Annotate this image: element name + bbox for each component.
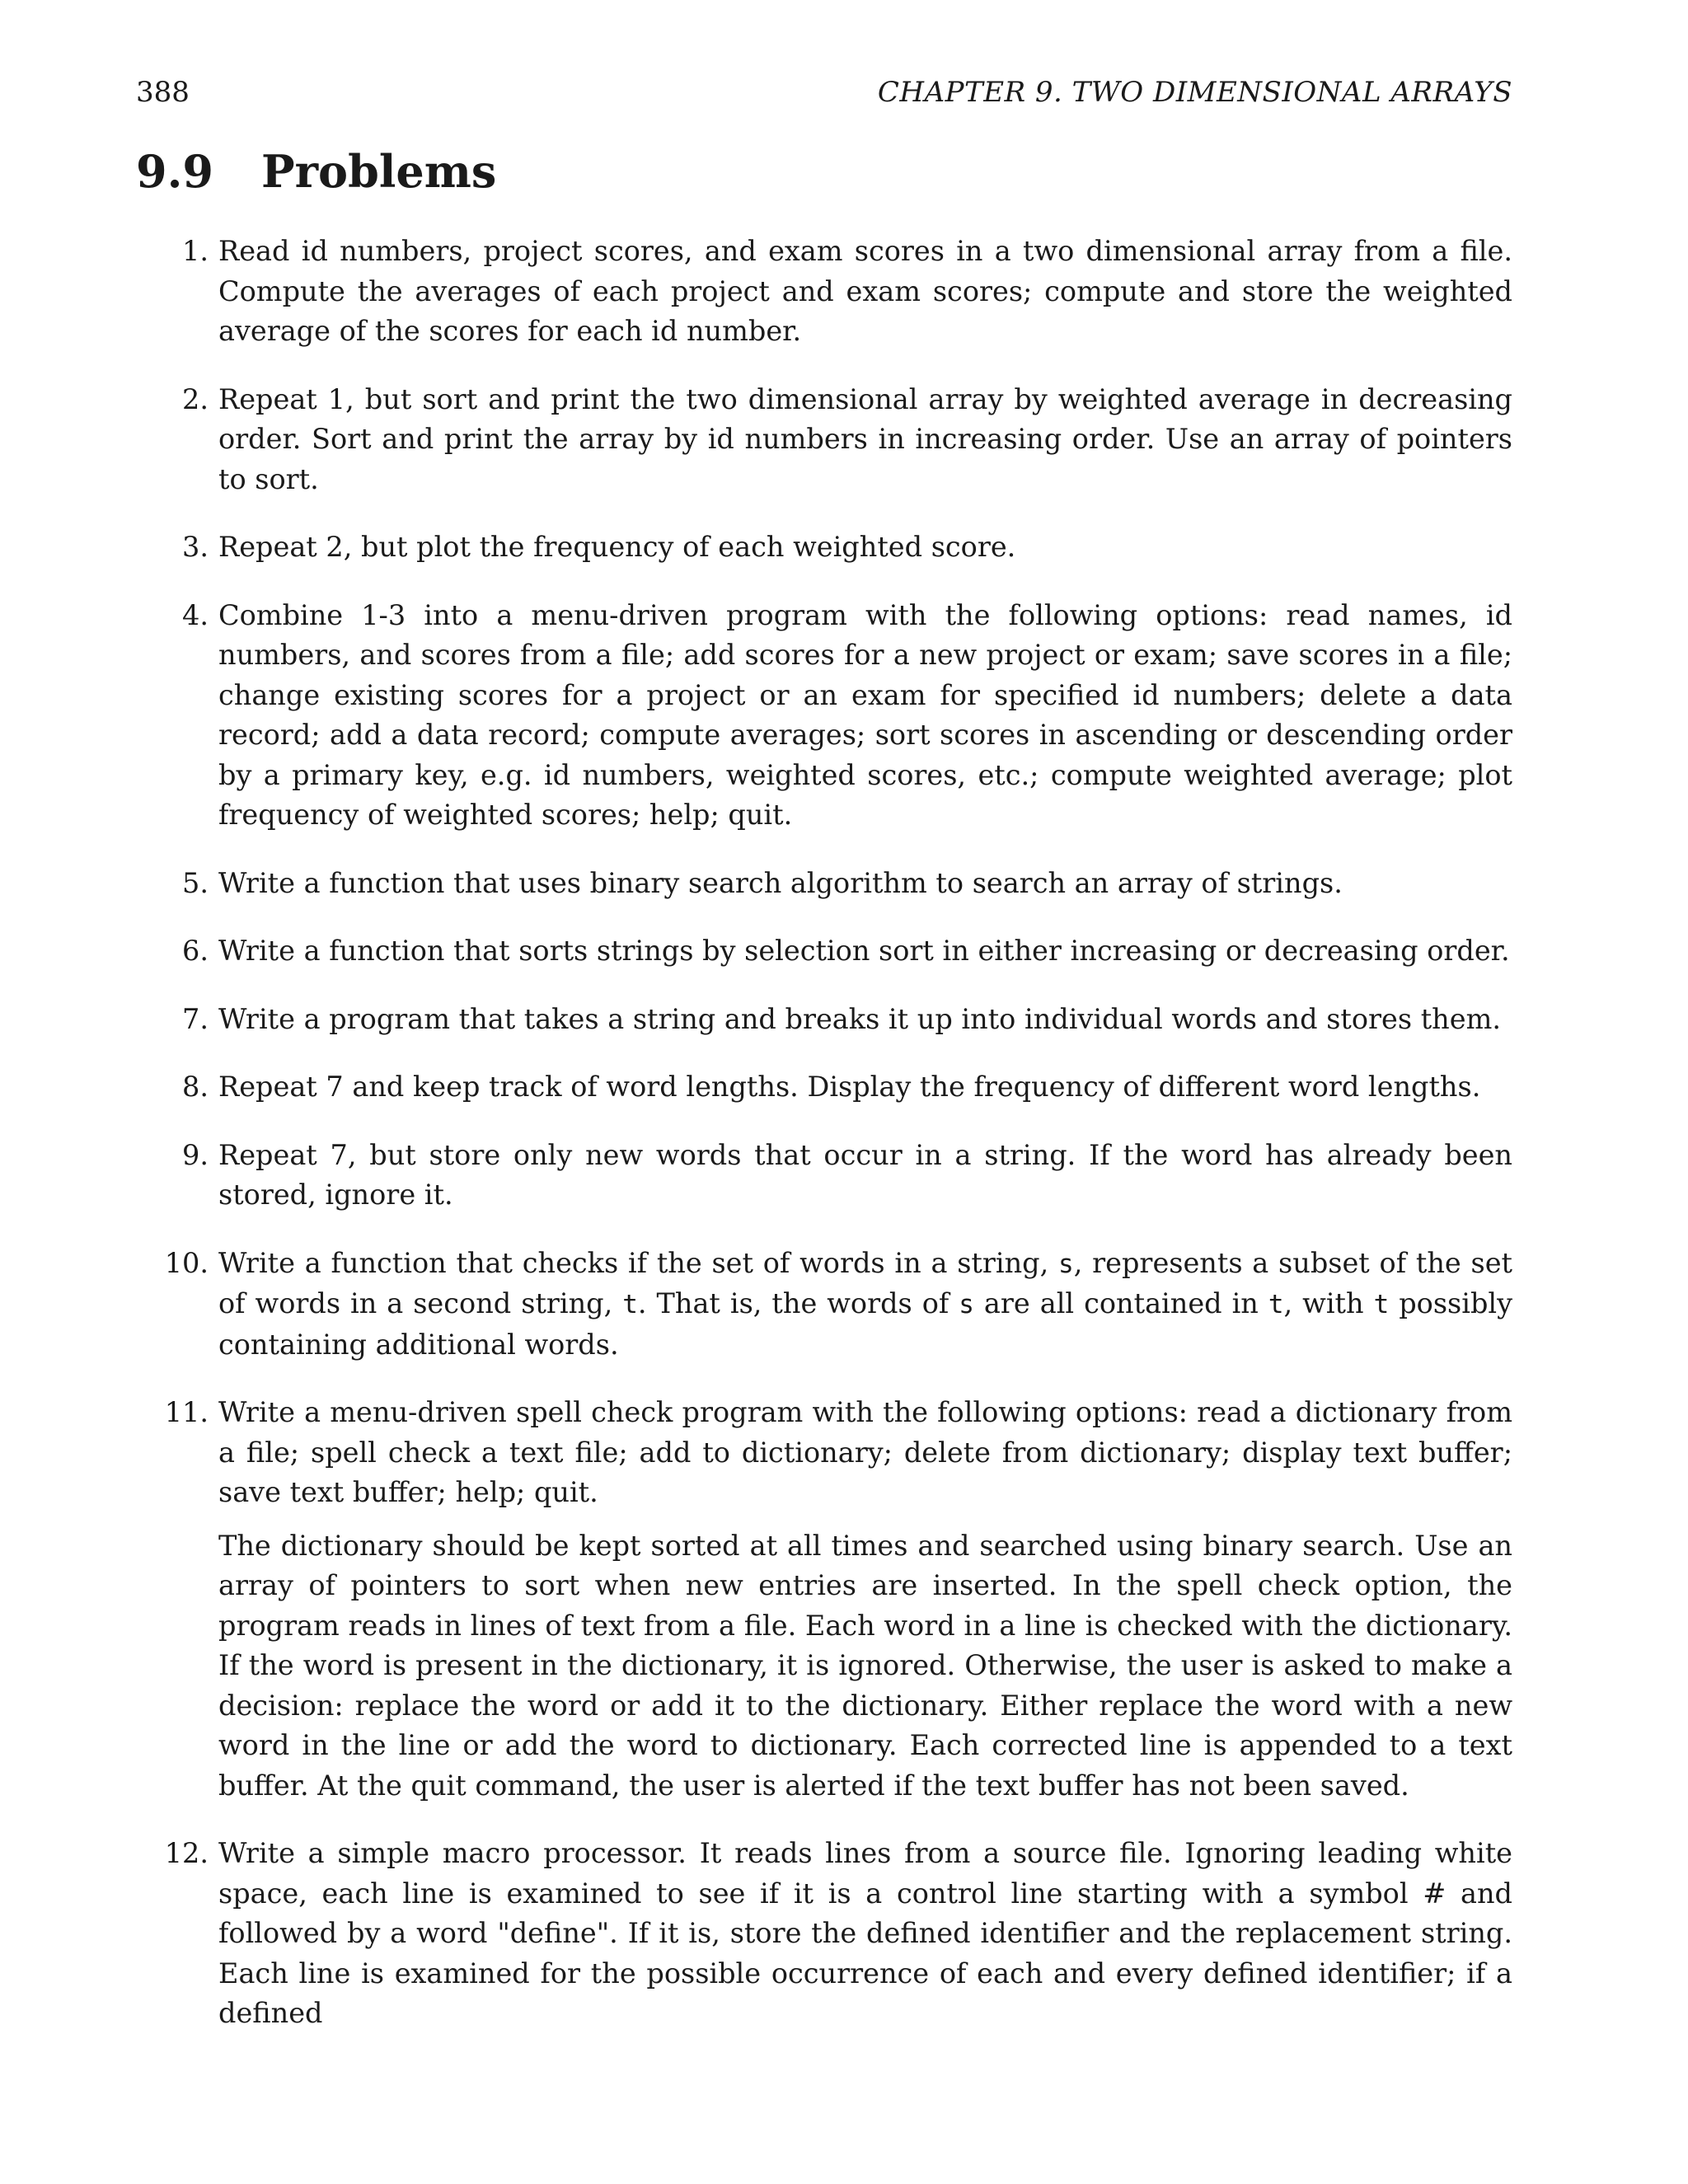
problem-number: 4. bbox=[182, 598, 209, 631]
text-run: possibly containing additional words. bbox=[218, 1287, 1513, 1361]
problem-item bbox=[136, 1834, 1512, 2034]
problem-item bbox=[136, 864, 1512, 904]
text-run: . That is, the words of bbox=[637, 1287, 959, 1319]
problem-text: Write a function that uses binary search algorithm to search an array of strings. bbox=[218, 866, 1343, 899]
chapter-title: CHAPTER 9. TWO DIMENSIONAL ARRAYS bbox=[877, 76, 1512, 109]
problem-text: Write a program that takes a string and breaks it up into individual words and stores them. bbox=[218, 1002, 1501, 1035]
problem-text: Repeat 7, but store only new words that occur in a string. If the word has already been stored, ignore it. bbox=[218, 1138, 1512, 1211]
section-number: 9.9 bbox=[136, 145, 213, 198]
problem-text: Combine 1-3 into a menu-driven program with the following options: read names, id numbers, and scores from a file; add scores for a new project or exam; save scores in a file; change existing scores for a project or an exam for specified id numbers; delete a data record; add a data record; compute averages; sort scores in ascending or descending order by a primary key, e.g. id numbers, weighted scores, etc.; compute weighted average; plot frequency of weighted scores; help; quit. bbox=[218, 598, 1512, 831]
problem-item bbox=[136, 1393, 1512, 1806]
problem-item bbox=[136, 596, 1512, 836]
problem-list bbox=[136, 232, 1512, 2034]
problem-text-continued: The dictionary should be kept sorted at all times and searched using binary search. Use an array of pointers to sort when new entries are inserted. In the spell check option, the program reads in lines of text from a file. Each word in a line is checked with the dictionary. If the word is present in the dictionary, it is ignored. Otherwise, the user is asked to make a decision: replace the word or add it to the dictionary. Either replace the word with a new word in the line or add the word to dictionary. Each corrected line is appended to a text buffer. At the quit command, the user is alerted if the text buffer has not been saved. bbox=[218, 1529, 1512, 1802]
running-header bbox=[136, 76, 1512, 109]
problem-number: 7. bbox=[182, 1002, 209, 1035]
problem-item bbox=[136, 527, 1512, 568]
document-page bbox=[136, 78, 1512, 2139]
text-run: are all contained in bbox=[973, 1287, 1268, 1319]
problem-number: 1. bbox=[182, 235, 209, 267]
text-run: , with bbox=[1283, 1287, 1374, 1319]
problem-number: 5. bbox=[182, 866, 209, 899]
code-identifier: t bbox=[1373, 1290, 1390, 1319]
page-number: 388 bbox=[136, 76, 190, 109]
text-run: Write a function that checks if the set of words in a string, bbox=[218, 1246, 1059, 1279]
problem-number: 8. bbox=[182, 1071, 209, 1103]
problem-item bbox=[136, 1067, 1512, 1108]
problem-number: 9. bbox=[182, 1138, 209, 1171]
problem-number: 6. bbox=[182, 935, 209, 967]
problem-text bbox=[218, 1244, 1512, 1366]
section-heading bbox=[136, 145, 1512, 198]
problem-number: 2. bbox=[182, 382, 209, 415]
text-run: , represents a subset of the set of words in a second string, bbox=[218, 1246, 1513, 1319]
problem-item bbox=[136, 1244, 1512, 1366]
problem-item bbox=[136, 1000, 1512, 1040]
problem-text: Read id numbers, project scores, and exam scores in a two dimensional array from a file. Compute the averages of each project and exam scores; compute and store the weighted average of the scores for each id number. bbox=[218, 235, 1512, 347]
problem-item bbox=[136, 1136, 1512, 1216]
problem-number: 12. bbox=[164, 1837, 209, 1869]
code-identifier: t bbox=[622, 1290, 638, 1319]
problem-text: Write a simple macro processor. It reads lines from a source file. Ignoring leading white space, each line is examined to see if it is a control line starting with a symbol # and followed by a word "define". If it is, store the defined identifier and the replacement string. Each line is examined for the possible occurrence of each and every defined identifier; if a defined bbox=[218, 1837, 1512, 2029]
problem-item bbox=[136, 931, 1512, 972]
problem-text: Write a function that sorts strings by selection sort in either increasing or decreasing order. bbox=[218, 935, 1510, 967]
problem-text: Repeat 7 and keep track of word lengths. Display the frequency of different word lengths. bbox=[218, 1071, 1481, 1103]
problem-text: Write a menu-driven spell check program with the following options: read a dictionary from a file; spell check a text file; add to dictionary; delete from dictionary; display text buffer; save text buffer; help; quit. bbox=[218, 1396, 1512, 1508]
problem-number: 3. bbox=[182, 531, 209, 563]
problem-number: 11. bbox=[164, 1396, 209, 1428]
problem-text: Repeat 2, but plot the frequency of each weighted score. bbox=[218, 531, 1016, 563]
section-title: Problems bbox=[261, 145, 497, 198]
problem-text: Repeat 1, but sort and print the two dimensional array by weighted average in decreasing order. Sort and print the array by id numbers in increasing order. Use an array of pointers to sort. bbox=[218, 382, 1512, 495]
code-identifier: s bbox=[1058, 1249, 1074, 1279]
code-identifier: t bbox=[1268, 1290, 1284, 1319]
problem-item bbox=[136, 380, 1512, 500]
problem-number: 10. bbox=[164, 1246, 209, 1279]
problem-item bbox=[136, 232, 1512, 352]
code-identifier: s bbox=[959, 1290, 974, 1319]
